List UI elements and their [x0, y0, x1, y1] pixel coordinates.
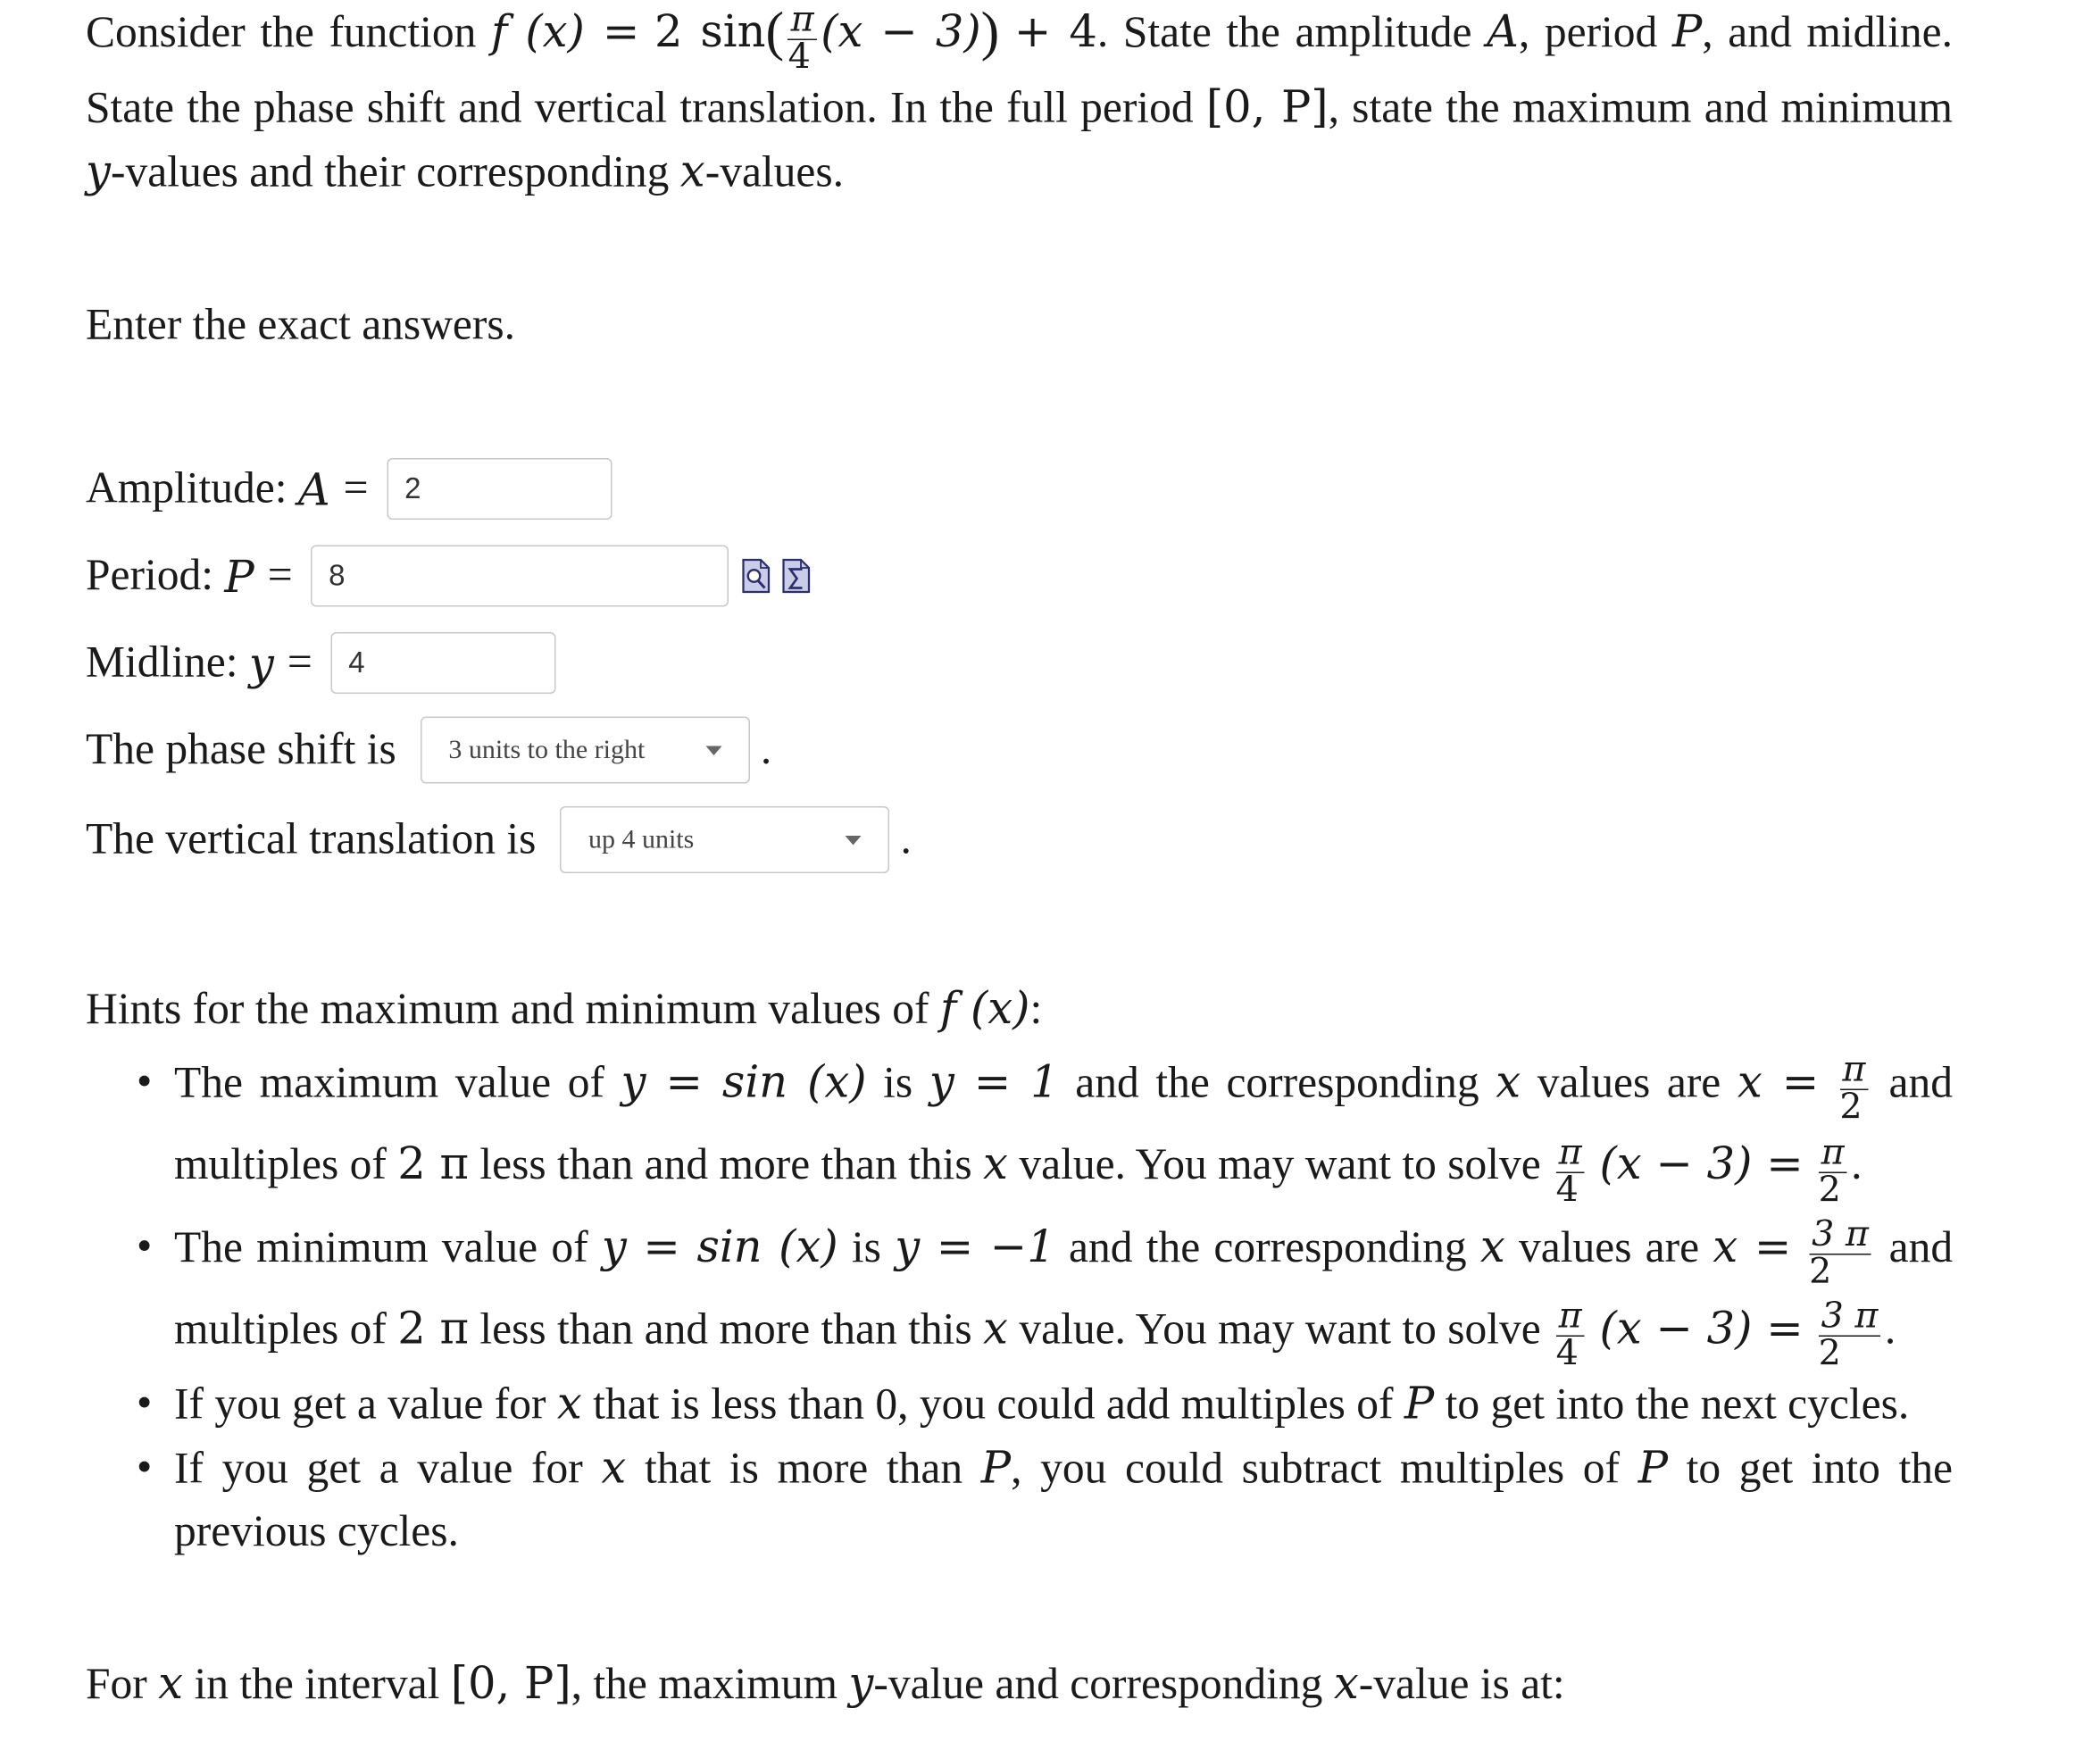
chevron-down-icon: [846, 835, 862, 845]
function-lhs: f (x) =: [491, 4, 640, 57]
equation-editor-icon[interactable]: [783, 559, 812, 594]
phase-row: The phase shift is 3 units to the right .: [86, 717, 771, 784]
period-row: Period: P = 8: [86, 546, 811, 607]
list-item: • If you get a value for x that is more than P, you could subtract multiples of P to get into the previous cycles.: [174, 1437, 1953, 1563]
instruction: Enter the exact answers.: [86, 301, 516, 350]
amplitude-row: Amplitude: A = 2: [86, 458, 612, 520]
hints-heading: Hints for the maximum and minimum values of f (x):: [86, 981, 1043, 1034]
list-item: • If you get a value for x that is less than 0, you could add multiples of P to get into the next cycles.: [174, 1373, 1953, 1438]
phase-shift-select[interactable]: 3 units to the right: [421, 717, 750, 784]
period-input[interactable]: 8: [312, 546, 729, 607]
question-text: Consider the function f (x) = 2 sin( $\frac{\pi}{4}$ (x − 3)) + 4. State the amplitude A, period P, and midline. State the phase shift and vertical translation. In the full period [0, P], state the maximum and minimum y-values and their corresponding x-values.: [86, 0, 1954, 197]
vertical-row: The vertical translation is up 4 units .: [86, 806, 912, 873]
midline-row: Midline: y = 4: [86, 632, 556, 694]
list-item: • The minimum value of y = sin (x) is y = −1 and the corresponding x values are x = $\frac{3 \pi}{2}$ and multiples of 2 π less than and more than this x value. You may want to solve $\frac{\pi}{4}$ (x − 3) = $\frac{3 \pi}{2}$ .: [174, 1209, 1953, 1373]
vertical-translation-select[interactable]: up 4 units: [560, 806, 889, 873]
chevron-down-icon: [705, 746, 721, 755]
list-item: • The maximum value of y = sin (x) is y = 1 and the corresponding x values are x = $\frac{\pi}{2}$ and multiples of 2 π less than and more than this x value. You may want to solve $\frac{\pi}{4}$ (x − 3) = $\frac{\pi}{2}$ .: [174, 1045, 1953, 1209]
max-prompt: For x in the interval [0, P], the maximum y-value and corresponding x-value is at:: [86, 1656, 1565, 1709]
preview-icon[interactable]: [743, 559, 771, 594]
fraction: $\frac{\pi}{4}$: [788, 3, 817, 76]
midline-input[interactable]: 4: [331, 632, 556, 694]
hints-list: [86, 1045, 1953, 1564]
amplitude-input[interactable]: 2: [388, 458, 612, 520]
